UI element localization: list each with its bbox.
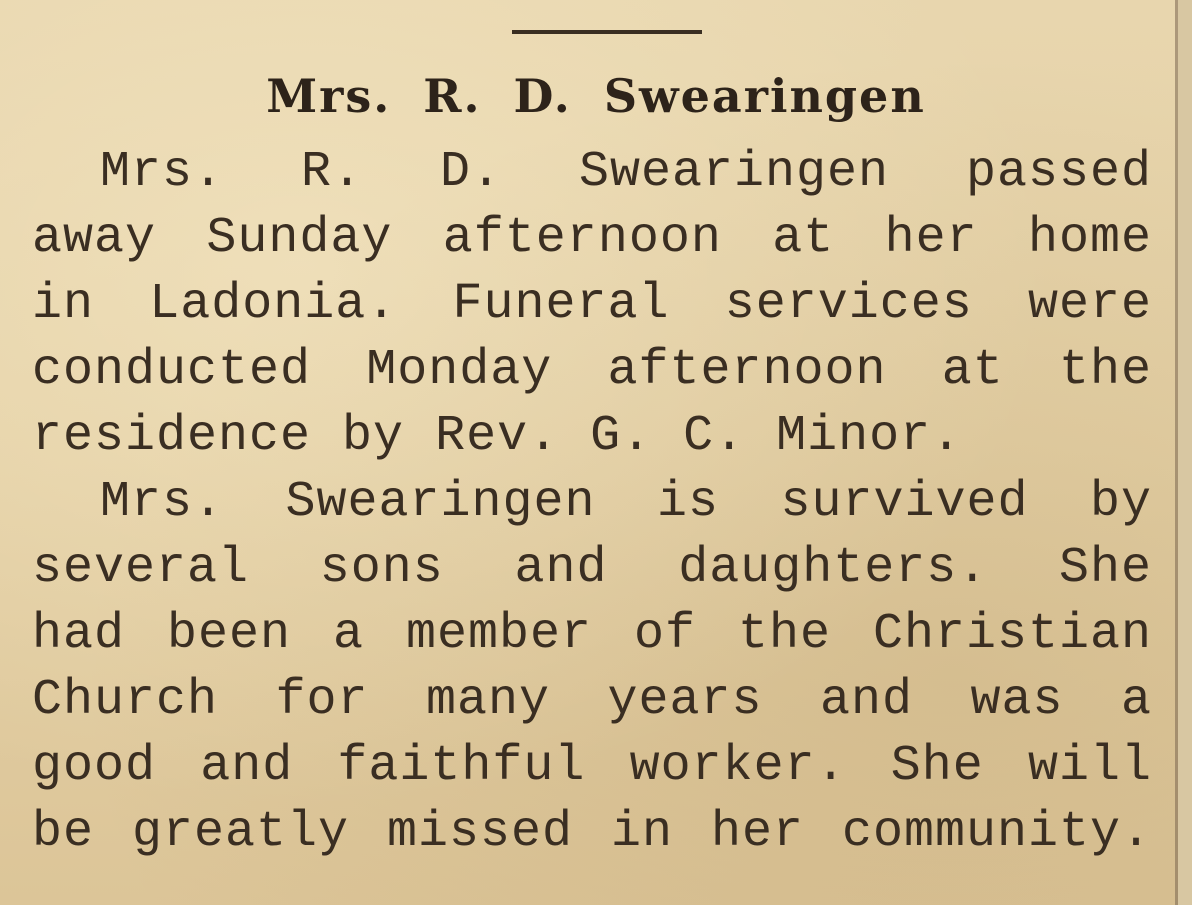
paragraph-line: Mrs. R. D. Swearingen passed — [100, 144, 1152, 201]
obituary-paragraph-2 — [32, 470, 1152, 866]
paragraph-line: several sons and daughters. She — [32, 540, 1152, 597]
obituary-paragraph-1 — [32, 140, 1152, 470]
paragraph-line: residence by Rev. G. C. Minor. — [32, 408, 963, 465]
paragraph-line: be greatly missed in her community. — [32, 804, 1152, 861]
paragraph-line: had been a member of the Christian — [32, 606, 1152, 663]
paragraph-line: Church for many years and was a — [32, 672, 1152, 729]
section-divider-rule — [512, 30, 702, 34]
obituary-headline: Mrs. R. D. Swearingen — [266, 69, 926, 123]
paragraph-line: Mrs. Swearingen is survived by — [100, 474, 1152, 531]
paragraph-line: conducted Monday afternoon at the — [32, 342, 1152, 399]
paragraph-line: good and faithful worker. She will — [32, 738, 1152, 795]
paragraph-line: away Sunday afternoon at her home — [32, 210, 1152, 267]
paragraph-line: in Ladonia. Funeral services were — [32, 276, 1152, 333]
clipping-margin — [1178, 0, 1192, 905]
